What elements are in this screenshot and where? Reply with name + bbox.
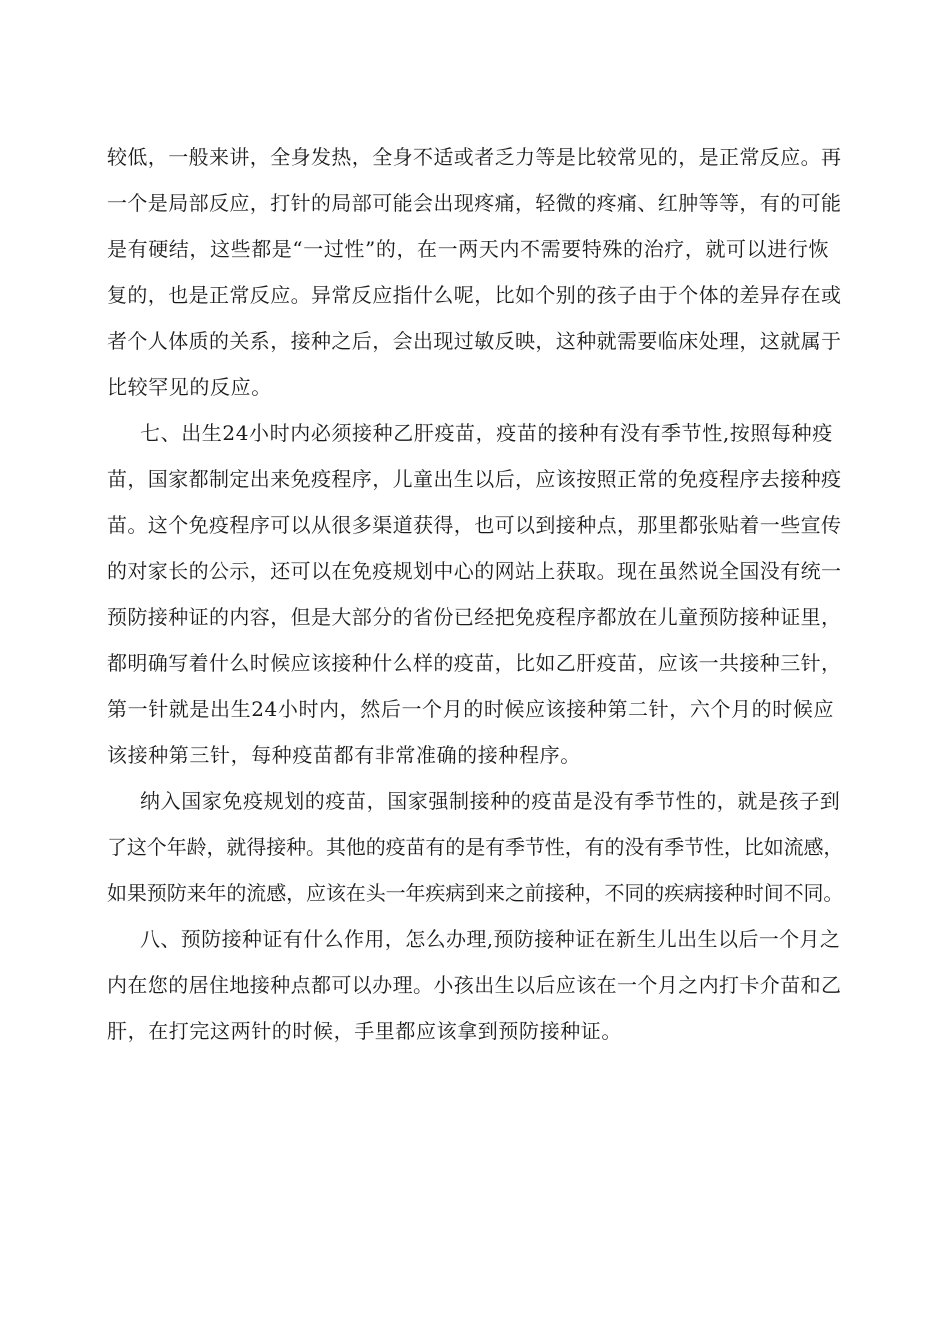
paragraph-2-line-6: 都明确写着什么时候应该接种什么样的疫苗，比如乙肝疫苗，应该一共接种三针， — [107, 651, 842, 675]
paragraph-3-line-3: 如果预防来年的流感，应该在头一年疾病到来之前接种，不同的疾病接种时间不同。 — [107, 881, 844, 905]
paragraph-3-line-1: 纳入国家免疫规划的疫苗，国家强制接种的疫苗是没有季节性的，就是孩子到 — [140, 789, 841, 813]
paragraph-2-line-5: 预防接种证的内容，但是大部分的省份已经把免疫程序都放在儿童预防接种证里， — [107, 605, 842, 629]
paragraph-2-line-8: 该接种第三针，每种疫苗都有非常准确的接种程序。 — [107, 743, 581, 767]
paragraph-1-line-3: 是有硬结，这些都是“一过性”的，在一两天内不需要特殊的治疗，就可以进行恢 — [107, 237, 830, 261]
paragraph-3-line-2: 了这个年龄，就得接种。其他的疫苗有的是有季节性，有的没有季节性，比如流感， — [107, 835, 844, 859]
paragraph-2-line-4: 的对家长的公示，还可以在免疫规划中心的网站上获取。现在虽然说全国没有统一 — [107, 559, 842, 583]
paragraph-4-line-3: 肝，在打完这两针的时候，手里都应该拿到预防接种证。 — [107, 1019, 622, 1043]
paragraph-2-line-7: 第一针就是出生24小时内，然后一个月的时候应该接种第二针，六个月的时候应 — [107, 697, 835, 721]
paragraph-2-line-2: 苗，国家都制定出来免疫程序，儿童出生以后，应该按照正常的免疫程序去接种疫 — [107, 467, 842, 491]
paragraph-1-line-4: 复的，也是正常反应。异常反应指什么呢，比如个别的孩子由于个体的差异存在或 — [107, 283, 842, 307]
paragraph-2-line-1: 七、出生24小时内必须接种乙肝疫苗，疫苗的接种有没有季节性,按照每种疫 — [140, 421, 833, 445]
paragraph-4-line-2: 内在您的居住地接种点都可以办理。小孩出生以后应该在一个月之内打卡介苗和乙 — [107, 973, 842, 997]
paragraph-1-line-2: 一个是局部反应，打针的局部可能会出现疼痛，轻微的疼痛、红肿等等，有的可能 — [107, 191, 842, 215]
paragraph-1-line-5: 者个人体质的关系，接种之后，会出现过敏反映，这种就需要临床处理，这就属于 — [107, 329, 842, 353]
paragraph-4-line-1: 八、预防接种证有什么作用，怎么办理,预防接种证在新生儿出生以后一个月之 — [140, 927, 841, 951]
paragraph-2-line-3: 苗。这个免疫程序可以从很多渠道获得，也可以到接种点，那里都张贴着一些宣传 — [107, 513, 842, 537]
paragraph-1-line-6: 比较罕见的反应。 — [107, 375, 272, 399]
paragraph-1-line-1: 较低，一般来讲，全身发热，全身不适或者乏力等是比较常见的，是正常反应。再 — [107, 145, 842, 169]
